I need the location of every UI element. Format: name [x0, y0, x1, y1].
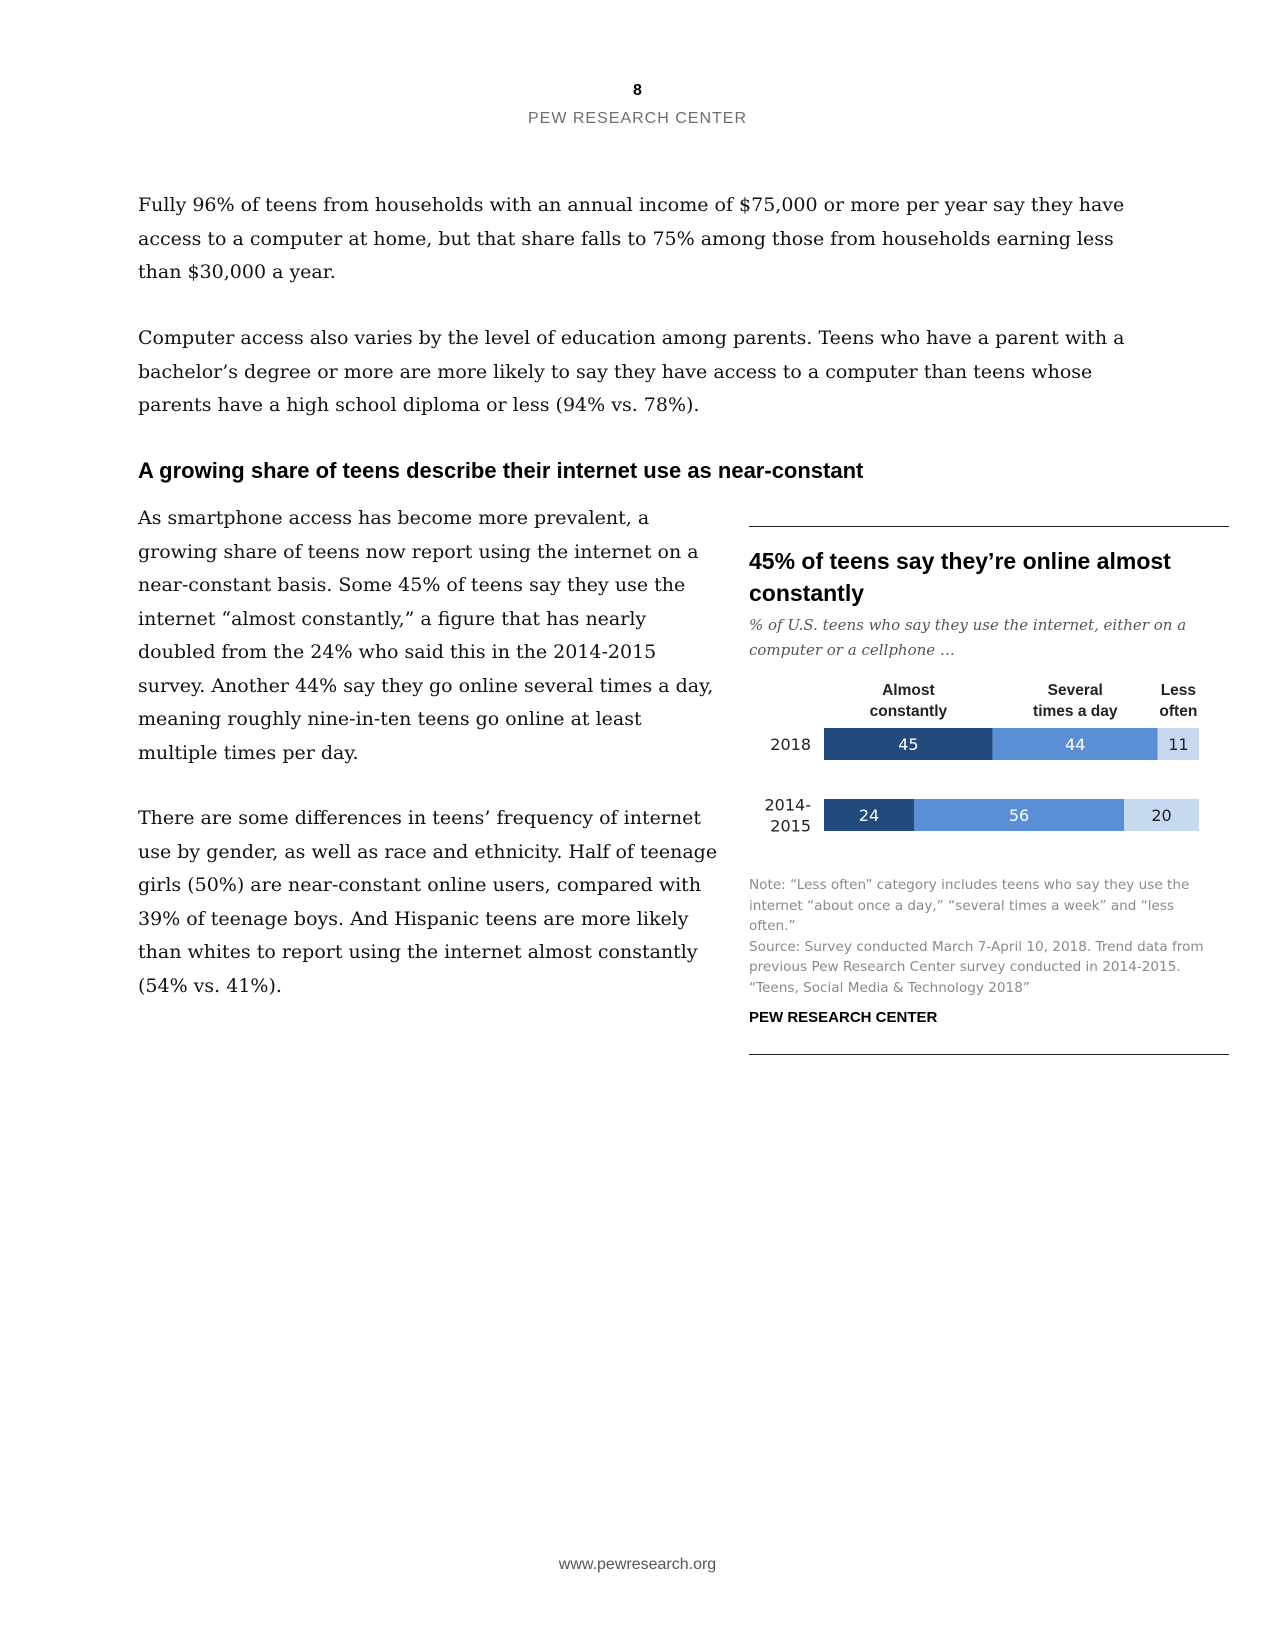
data-label: 45 [898, 735, 919, 754]
section-heading: A growing share of teens describe their internet use as near-constant [138, 458, 864, 483]
legend-label: often [1159, 703, 1198, 720]
legend-label: Several [1047, 682, 1103, 699]
chart-subtitle: % of U.S. teens who say they use the internet, either on a computer or a cellphone … [749, 616, 1187, 659]
legend-label: Almost [882, 682, 935, 699]
source-line: “Teens, Social Media & Technology 2018” [749, 979, 1030, 996]
footer-url[interactable]: www.pewresearch.org [558, 1556, 717, 1573]
legend-label: Less [1160, 682, 1197, 699]
page-number: 8 [633, 82, 642, 99]
note-line: internet “about once a day,” “several times a week” and “less [749, 897, 1175, 914]
chart-title: 45% of teens say they’re online almost constantly [749, 548, 1171, 606]
data-label: 24 [858, 806, 880, 825]
note-line: Note: “Less often” category includes teens who say they use the [749, 877, 1190, 893]
body-paragraph-3: As smartphone access has become more prevalent, a growing share of teens now report using the internet on a near-constant basis. Some 45% of teens say they use the internet “almost constantly,” a figure that has nearly doubled from the 24% who said this in the 2014-2015 survey. Another 44% say they go online several times a day, meaning roughly nine-in-ten teens go online at least multiple times per day. [138, 507, 714, 764]
data-label: 20 [1151, 806, 1172, 825]
category-label: 2018 [770, 735, 811, 754]
category-label: 2015 [770, 816, 811, 836]
note-line: often.” [749, 918, 796, 934]
chart-note [749, 875, 1229, 998]
body-paragraph-2: Computer access also varies by the level of education among parents. Teens who have a parent with a bachelor’s degree or more are more likely to say they have access to a computer than teens whose parents have a high school diploma or less (94% vs. 78%). [138, 327, 1125, 416]
source-line: Source: Survey conducted March 7-April 10, 2018. Trend data from [749, 938, 1204, 955]
source-line: previous Pew Research Center survey conducted in 2014-2015. [749, 959, 1181, 975]
category-label: 2014- [764, 795, 811, 815]
chart-figure [749, 526, 1229, 1055]
legend-label: constantly [869, 703, 948, 720]
body-paragraph-1: Fully 96% of teens from households with an annual income of $75,000 or more per year say they have access to a computer at home, but that share falls to 75% among those from households earning less than $30,000 a year. [138, 194, 1125, 283]
body-paragraph-4: There are some differences in teens’ frequency of internet use by gender, as well as race and ethnicity. Half of teenage girls (50%) are near-constant online users, compared with 39% of teenage boys. And Hispanic teens are more likely than whites to report using the internet almost constantly (54% vs. 41%). [138, 807, 718, 997]
data-label: 56 [1008, 806, 1030, 825]
stacked-bar-chart [749, 677, 1229, 857]
data-label: 44 [1065, 735, 1086, 754]
legend-label: times a day [1033, 703, 1118, 720]
header-org-name: PEW RESEARCH CENTER [527, 110, 748, 127]
data-label: 11 [1168, 735, 1189, 754]
chart-brand: PEW RESEARCH CENTER [749, 1009, 938, 1026]
